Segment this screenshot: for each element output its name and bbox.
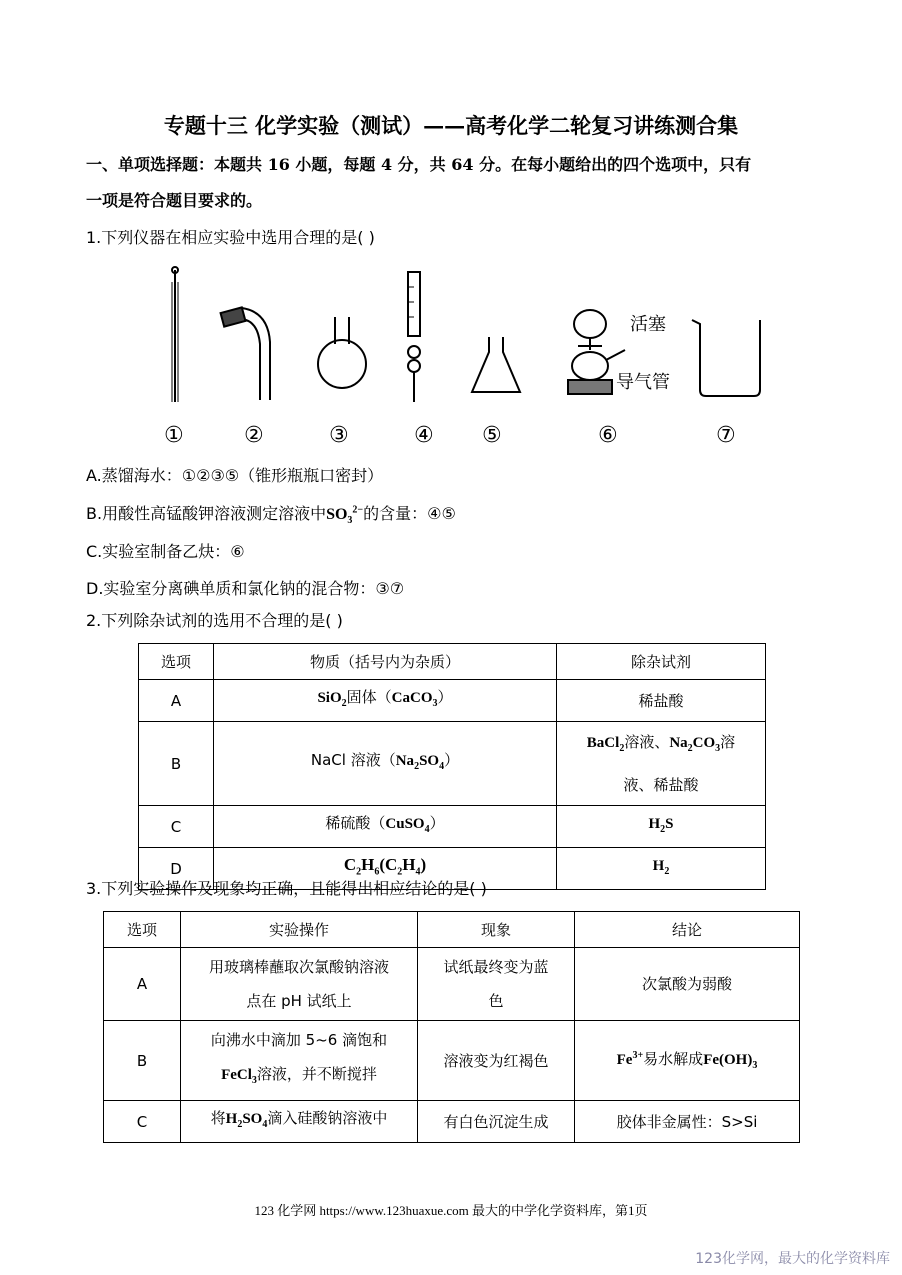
stopcock-label: 活塞	[630, 314, 666, 335]
q3-table: 选项 实验操作 现象 结论 A 用玻璃棒蘸取次氯酸钠溶液 点在 pH 试纸上 试纸最终变为蓝 色 次氯酸为弱酸 B 向沸水中滴加 5~6 滴饱和 FeCl$_3$溶液，并不断搅拌 溶液变为红褐色 $Fe^{3+}$易水解成$Fe(OH)_3$ C 将$H_2SO_4$滴入硅酸钠溶液中 有白色沉淀生成 胶体非金属性：S>Si	[103, 911, 800, 1143]
label-7: ⑦	[716, 423, 736, 448]
gas-tube-label: 导气管	[616, 372, 670, 393]
section-heading-line1: 一、单项选择题：本题共 16 小题，每题 4 分，共 64 分。在每小题给出的四个选项中，只有	[86, 155, 752, 174]
table-row: A SiO$_2$固体（CaCO$_3$） 稀盐酸	[139, 680, 766, 722]
table-row: A 用玻璃棒蘸取次氯酸钠溶液 点在 pH 试纸上 试纸最终变为蓝 色 次氯酸为弱酸	[104, 948, 800, 1021]
page-title: 专题十三 化学实验（测试）——高考化学二轮复习讲练测合集	[163, 113, 739, 138]
label-6: ⑥	[598, 423, 618, 448]
label-5: ⑤	[482, 423, 502, 448]
q1-option-b: B.用酸性高锰酸钾溶液测定溶液中$SO_3^{2-}$的含量：④⑤	[86, 504, 456, 527]
label-1: ①	[164, 423, 184, 448]
beaker-icon	[692, 320, 760, 396]
question-3-stem: 3.下列实验操作及现象均正确，且能得出相应结论的是( )	[86, 879, 487, 898]
watermark: 123化学网，最大的化学资料库	[695, 1251, 890, 1267]
question-2-stem: 2.下列除杂试剂的选用不合理的是( )	[86, 611, 343, 630]
table-row: C 将$H_2SO_4$滴入硅酸钠溶液中 有白色沉淀生成 胶体非金属性：S>Si	[104, 1101, 800, 1143]
round-flask-icon	[318, 317, 366, 388]
apparatus-figure	[150, 262, 790, 412]
bent-tube-icon	[221, 307, 270, 400]
table-row: B 向沸水中滴加 5~6 滴饱和 FeCl$_3$溶液，并不断搅拌 溶液变为红褐色 $Fe^{3+}$易水解成$Fe(OH)_3$	[104, 1021, 800, 1101]
conical-flask-icon	[472, 337, 520, 392]
question-1-stem: 1.下列仪器在相应实验中选用合理的是( )	[86, 228, 375, 247]
q1-option-a: A.蒸馏海水：①②③⑤（锥形瓶瓶口密封）	[86, 466, 384, 485]
label-2: ②	[244, 423, 264, 448]
label-3: ③	[329, 423, 349, 448]
table-row: B NaCl 溶液$(Na_2SO_4)$ BaCl$_2$溶液、$Na_2CO_3$溶 液、稀盐酸	[139, 722, 766, 806]
table-row: C 稀硫酸（CuSO$_4$） $H_2S$	[139, 806, 766, 848]
q2-table: 选项 物质（括号内为杂质） 除杂试剂 A SiO$_2$固体（CaCO$_3$） 稀盐酸 B NaCl 溶液$(Na_2SO_4)$ BaCl$_2$溶液、$Na_2CO_3$溶 液、稀盐酸 C 稀硫酸（CuSO$_4$） $H_2S$ D $C_2H_6(C_2H_4)$ $H_2$	[138, 643, 766, 890]
burette-icon	[408, 272, 420, 402]
page-footer: 123 化学网 https://www.123huaxue.com 最大的中学化学资料库，第1页	[254, 1203, 648, 1218]
table-row: D $C_2H_6(C_2H_4)$ $H_2$	[139, 848, 766, 890]
label-4: ④	[414, 423, 434, 448]
q1-option-d: D.实验室分离碘单质和氯化钠的混合物：③⑦	[86, 579, 405, 598]
section-heading-line2: 一项是符合题目要求的。	[86, 191, 263, 210]
q1-option-c: C.实验室制备乙炔：⑥	[86, 542, 245, 561]
thermometer-icon	[172, 267, 178, 402]
